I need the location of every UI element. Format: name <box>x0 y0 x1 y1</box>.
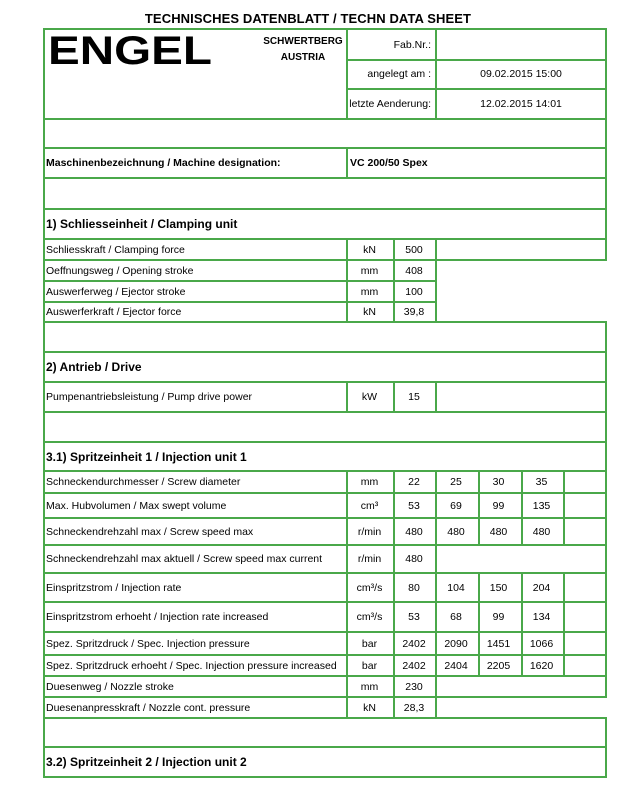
grid-line-v <box>478 492 480 519</box>
row-label: Schliesskraft / Clamping force <box>46 243 185 256</box>
grid-line-v <box>43 544 45 574</box>
grid-line-v <box>43 717 45 748</box>
grid-line-v <box>521 492 523 519</box>
grid-line-v <box>435 631 437 656</box>
row-label: Oeffnungsweg / Opening stroke <box>46 264 194 277</box>
fab-nr-label: Fab.Nr.: <box>393 38 431 51</box>
grid-line-v <box>605 654 607 677</box>
grid-line-v <box>346 470 348 494</box>
row-value: 30 <box>492 476 505 488</box>
machine-designation-value: VC 200/50 Spex <box>350 157 428 169</box>
grid-line-v <box>43 321 45 353</box>
grid-line-v <box>393 601 395 633</box>
row-value: 100 <box>405 285 423 298</box>
grid-line-v <box>393 301 395 323</box>
grid-line-v <box>605 381 607 413</box>
grid-line-v <box>605 321 607 353</box>
row-value: 480 <box>447 525 465 538</box>
row-value: 68 <box>450 611 462 623</box>
grid-line-v <box>43 411 45 443</box>
grid-line-v <box>346 572 348 603</box>
engel-logo <box>48 33 214 67</box>
grid-line-v <box>605 675 607 698</box>
grid-line-v <box>43 147 45 179</box>
row-label: Pumpenantriebsleistung / Pump drive power <box>46 391 253 403</box>
grid-line-v <box>393 238 395 261</box>
row-value: 480 <box>532 525 551 538</box>
grid-line-v <box>563 631 565 656</box>
row-label: Auswerferweg / Ejector stroke <box>46 285 186 298</box>
row-value: 480 <box>405 553 423 565</box>
grid-line-v <box>435 517 437 546</box>
grid-line-v <box>521 654 523 677</box>
grid-line-v <box>563 517 565 546</box>
grid-line-v <box>435 280 437 303</box>
grid-line-v <box>435 381 437 413</box>
row-value: 2402 <box>402 659 426 672</box>
grid-line-v <box>393 631 395 656</box>
row-unit: bar <box>361 637 378 650</box>
grid-line-h <box>43 776 607 778</box>
row-value: 408 <box>405 264 423 277</box>
grid-line-v <box>393 572 395 603</box>
grid-line-v <box>346 631 348 656</box>
row-unit: mm <box>360 264 379 277</box>
company-country: AUSTRIA <box>280 52 326 63</box>
row-label: Max. Hubvolumen / Max swept volume <box>46 499 227 512</box>
grid-line-h <box>43 717 607 719</box>
grid-line-v <box>605 238 607 261</box>
grid-line-v <box>346 654 348 677</box>
company-address <box>248 34 358 66</box>
grid-line-v <box>346 259 348 282</box>
grid-line-v <box>605 746 607 778</box>
grid-line-v <box>435 492 437 519</box>
grid-line-v <box>435 675 437 698</box>
grid-line-v <box>563 601 565 633</box>
fab-nr-value <box>437 30 605 59</box>
grid-line-v <box>605 28 607 120</box>
section-injection-unit-2: 3.2) Spritzeinheit 2 / Injection unit 2 <box>46 755 247 769</box>
grid-line-v <box>605 118 607 149</box>
grid-line-v <box>43 280 45 303</box>
grid-line-v <box>435 259 437 282</box>
row-value: 230 <box>405 680 423 693</box>
grid-line-v <box>43 572 45 603</box>
grid-line-v <box>43 238 45 261</box>
grid-line-v <box>605 147 607 179</box>
grid-line-v <box>435 544 437 574</box>
grid-line-v <box>43 517 45 546</box>
grid-line-v <box>393 517 395 546</box>
row-unit: kN <box>363 701 376 714</box>
grid-line-v <box>346 492 348 519</box>
row-unit: r/min <box>357 553 382 565</box>
grid-line-v <box>478 654 480 677</box>
grid-line-v <box>43 301 45 323</box>
row-unit: kN <box>363 243 376 256</box>
grid-line-h <box>43 321 607 323</box>
row-label: Duesenweg / Nozzle stroke <box>46 680 174 693</box>
grid-line-v <box>521 601 523 633</box>
row-unit: cm³ <box>360 499 379 512</box>
row-value: 500 <box>405 243 423 256</box>
grid-line-h <box>43 118 607 120</box>
grid-line-v <box>346 696 348 719</box>
grid-line-v <box>43 631 45 656</box>
row-label: Schneckendurchmesser / Screw diameter <box>46 476 241 488</box>
grid-line-v <box>393 280 395 303</box>
row-value: 480 <box>489 525 508 538</box>
grid-line-v <box>521 470 523 494</box>
grid-line-v <box>605 470 607 494</box>
grid-line-v <box>43 259 45 282</box>
grid-line-v <box>346 517 348 546</box>
grid-line-v <box>435 696 437 719</box>
changed-label: letzte Aenderung: <box>349 97 431 110</box>
row-value: 1451 <box>486 637 511 650</box>
row-value: 104 <box>447 581 465 594</box>
row-value: 53 <box>408 611 420 623</box>
row-value: 2404 <box>444 659 468 672</box>
grid-line-v <box>346 601 348 633</box>
row-unit: kW <box>361 391 378 403</box>
section-clamping: 1) Schliesseinheit / Clamping unit <box>46 217 238 231</box>
grid-line-v <box>435 470 437 494</box>
row-value: 69 <box>450 499 462 512</box>
row-value: 2205 <box>486 659 511 672</box>
row-unit: mm <box>360 476 379 488</box>
grid-line-v <box>605 441 607 472</box>
grid-line-v <box>605 717 607 748</box>
row-label: Duesenanpresskraft / Nozzle cont. pressure <box>46 701 251 714</box>
row-label: Schneckendrehzahl max / Screw speed max <box>46 525 254 538</box>
row-value: 134 <box>532 611 551 623</box>
grid-line-v <box>521 631 523 656</box>
grid-line-v <box>605 572 607 603</box>
grid-line-v <box>563 572 565 603</box>
grid-line-v <box>393 470 395 494</box>
grid-line-v <box>43 696 45 719</box>
grid-line-v <box>393 381 395 413</box>
row-label: Auswerferkraft / Ejector force <box>46 306 182 318</box>
grid-line-v <box>43 675 45 698</box>
sheet-title: TECHNISCHES DATENBLATT / TECHN DATA SHEET <box>144 11 472 26</box>
grid-line-v <box>605 411 607 443</box>
grid-line-v <box>43 177 45 210</box>
grid-line-v <box>393 492 395 519</box>
row-value: 135 <box>532 499 551 512</box>
grid-line-v <box>563 470 565 494</box>
created-label: angelegt am : <box>367 68 431 80</box>
grid-line-v <box>393 259 395 282</box>
grid-line-v <box>393 654 395 677</box>
grid-line-v <box>393 675 395 698</box>
row-value: 22 <box>408 476 420 488</box>
grid-line-h <box>43 411 607 413</box>
grid-line-v <box>393 696 395 719</box>
section-drive: 2) Antrieb / Drive <box>46 360 142 374</box>
row-value: 150 <box>489 581 508 594</box>
row-value: 1620 <box>529 659 554 672</box>
grid-line-v <box>43 381 45 413</box>
row-label: Schneckendrehzahl max aktuell / Screw speed max current <box>46 553 323 565</box>
grid-line-v <box>346 301 348 323</box>
created-value: 09.02.2015 15:00 <box>480 68 562 80</box>
row-label: Spez. Spritzdruck / Spec. Injection pressure <box>46 637 250 650</box>
grid-line-v <box>605 544 607 574</box>
grid-line-v <box>521 517 523 546</box>
grid-line-v <box>435 301 437 323</box>
machine-designation-label: Maschinenbezeichnung / Machine designation: <box>46 157 281 169</box>
grid-line-v <box>563 492 565 519</box>
grid-line-v <box>605 631 607 656</box>
section-injection-unit-1: 3.1) Spritzeinheit 1 / Injection unit 1 <box>46 449 247 464</box>
grid-line-v <box>435 654 437 677</box>
grid-line-v <box>346 147 348 179</box>
grid-line-v <box>605 208 607 240</box>
row-unit: mm <box>360 680 379 693</box>
grid-line-v <box>435 572 437 603</box>
row-value: 99 <box>492 499 505 512</box>
grid-line-v <box>478 601 480 633</box>
grid-line-v <box>563 654 565 677</box>
changed-value: 12.02.2015 14:01 <box>480 97 562 110</box>
grid-line-v <box>43 470 45 494</box>
row-value: 35 <box>535 476 548 488</box>
logo-text: ENGEL <box>48 33 212 67</box>
grid-line-v <box>346 675 348 698</box>
grid-line-v <box>478 572 480 603</box>
grid-line-v <box>605 517 607 546</box>
row-value: 204 <box>532 581 551 594</box>
row-value: 28,3 <box>403 701 425 714</box>
row-unit: kN <box>363 306 376 318</box>
grid-line-v <box>346 544 348 574</box>
grid-line-v <box>43 654 45 677</box>
grid-line-v <box>43 28 45 120</box>
row-label: Spez. Spritzdruck erhoeht / Spec. Injection pressure increased <box>46 659 337 672</box>
grid-line-v <box>43 118 45 149</box>
grid-line-v <box>346 381 348 413</box>
grid-line-v <box>478 517 480 546</box>
grid-line-v <box>393 544 395 574</box>
grid-line-v <box>346 280 348 303</box>
grid-line-v <box>605 351 607 383</box>
row-unit: cm³/s <box>356 581 383 594</box>
row-value: 53 <box>408 499 420 512</box>
grid-line-v <box>435 601 437 633</box>
row-unit: cm³/s <box>356 611 383 623</box>
row-value: 25 <box>450 476 462 488</box>
grid-line-v <box>605 601 607 633</box>
row-value: 2090 <box>444 637 468 650</box>
row-value: 99 <box>492 611 505 623</box>
row-label: Einspritzstrom / Injection rate <box>46 581 182 594</box>
row-value: 15 <box>408 391 420 403</box>
grid-line-v <box>478 631 480 656</box>
grid-line-h <box>43 177 607 179</box>
row-unit: bar <box>361 659 378 672</box>
grid-line-v <box>478 470 480 494</box>
row-unit: r/min <box>357 525 382 538</box>
company-city: SCHWERTBERG <box>263 36 343 47</box>
grid-line-v <box>346 238 348 261</box>
grid-line-v <box>435 238 437 261</box>
grid-line-v <box>43 601 45 633</box>
row-value: 39,8 <box>403 306 425 318</box>
grid-line-v <box>521 572 523 603</box>
row-value: 80 <box>408 581 420 594</box>
grid-line-v <box>605 177 607 210</box>
row-label: Einspritzstrom erhoeht / Injection rate increased <box>46 611 269 623</box>
row-value: 2402 <box>402 637 426 650</box>
grid-line-v <box>605 492 607 519</box>
grid-line-v <box>43 492 45 519</box>
row-value: 1066 <box>529 637 554 650</box>
row-value: 480 <box>405 525 423 538</box>
row-unit: mm <box>360 285 379 298</box>
